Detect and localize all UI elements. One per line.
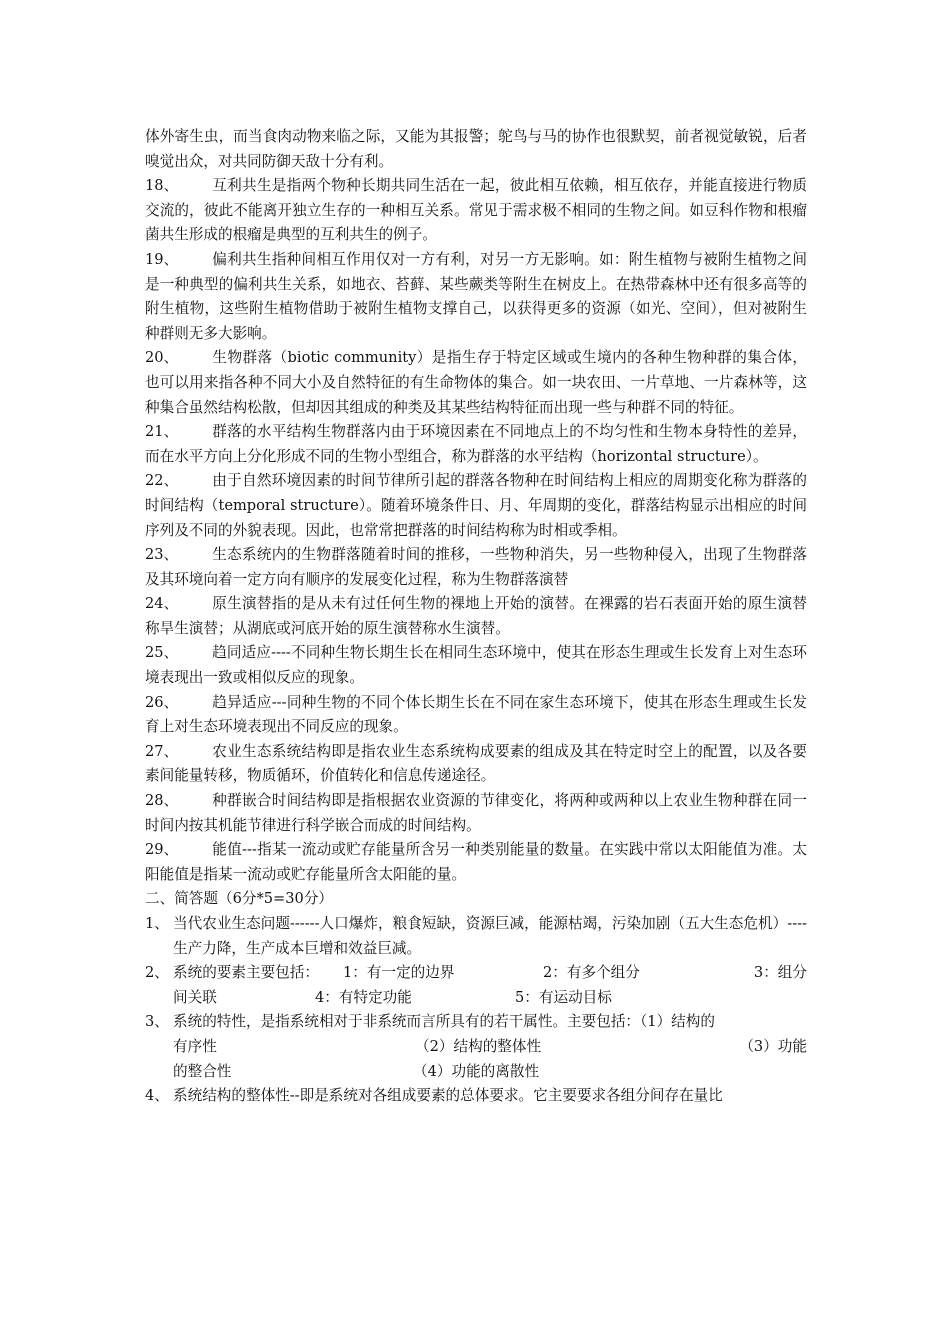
property-order: 有序性 <box>173 1037 217 1055</box>
item-number: 4、 <box>145 1087 169 1105</box>
definition-number: 21、 <box>145 423 179 441</box>
item-number: 1、 <box>145 915 169 932</box>
element-relation-cont: 间关联 <box>173 988 217 1006</box>
definition-text: 由于自然环境因素的时间节律所引起的群落各物种在时间结构上相应的周期变化称为群落的时间结构（temporal structure）。随着环境条件日、月、年周期的变化，群落结构显示出相应的时间序列及不同的外貌表现。因此，也常常把群落的时间结构称为时相或季相。 <box>145 472 807 539</box>
definition-number: 29、 <box>145 841 179 859</box>
definition-text: 趋异适应---同种生物的不同个体长期生长在不同在家生态环境下，使其在形态生理或生长发育上对生态环境表现出不同反应的现象。 <box>145 693 807 736</box>
definition-text: 偏利共生指种间相互作用仅对一方有利，对另一方无影响。如：附生植物与被附生植物之间是一种典型的偏利共生关系，如地衣、苔藓、某些蕨类等附生在树皮上。在热带森林中还有很多高等的附生植物，这些附生植物借助于被附生植物支撑自己，以获得更多的资源（如光、空间），但对被附生种群则无多大影响。 <box>145 250 807 342</box>
definition-number: 24、 <box>145 595 179 613</box>
definition-text: 原生演替指的是从未有过任何生物的裸地上开始的演替。在裸露的岩石表面开始的原生演替称旱生演替；从湖底或河底开始的原生演替称水生演替。 <box>145 595 807 637</box>
definition-text: 农业生态系统结构即是指农业生态系统构成要素的组成及其在特定时空上的配置，以及各要素间能量转移，物质循环，价值转化和信息传递途径。 <box>145 742 807 785</box>
definition-paragraph <box>145 789 807 838</box>
property-integration: 的整合性 <box>173 1062 232 1080</box>
definition-number: 20、 <box>145 349 179 367</box>
element-components: 2：有多个组分 <box>543 964 640 982</box>
element-goal: 5：有运动目标 <box>515 988 612 1006</box>
answer-item <box>145 912 807 961</box>
property-function: （3）功能 <box>739 1037 807 1055</box>
definition-paragraph <box>145 838 807 887</box>
definition-paragraph <box>145 469 807 543</box>
definition-number: 26、 <box>145 693 179 711</box>
property-discreteness: （4）功能的离散性 <box>413 1062 540 1080</box>
definition-text: 群落的水平结构生物群落内由于环境因素在不同地点上的不均匀性和生物本身特性的差异，而在水平方向上分化形成不同的生物小型组合，称为群落的水平结构（horizontal structure）。 <box>145 423 807 465</box>
definition-number: 23、 <box>145 546 179 564</box>
item-number: 3、 <box>145 1013 169 1031</box>
item-number: 2、 <box>145 964 169 982</box>
element-boundary: 1：有一定的边界 <box>343 964 455 982</box>
definition-number: 22、 <box>145 472 179 490</box>
definition-text: 互利共生是指两个物种长期共同生活在一起，彼此相互依赖，相互依存，并能直接进行物质交流的，彼此不能离开独立生存的一种相互关系。常见于需求极不相同的生物之间。如豆科作物和根瘤菌共生形成的根瘤是典型的互利共生的例子。 <box>145 177 807 244</box>
definition-paragraph <box>145 740 807 789</box>
property-integrity: （2）结构的整体性 <box>415 1037 542 1055</box>
answer-item <box>145 1010 807 1084</box>
definition-paragraph <box>145 174 807 248</box>
definition-number: 28、 <box>145 792 179 810</box>
definition-paragraph <box>145 641 807 690</box>
definition-paragraph <box>145 248 807 346</box>
definition-text: 种群嵌合时间结构即是指根据农业资源的节律变化，将两种或两种以上农业生物种群在同一时间内按其机能节律进行科学嵌合而成的时间结构。 <box>145 792 807 834</box>
definition-text: 生物群落（biotic community）是指生存于特定区域或生境内的各种生物种群的集合体，也可以用来指各种不同大小及自然特征的有生命物体的集合。如一块农田、一片草地、一片森林等，这种集合虽然结构松散，但却因其组成的种类及其某些结构特征而出现一些与种群不同的特征。 <box>145 349 807 416</box>
definition-number: 25、 <box>145 644 179 662</box>
definition-paragraph <box>145 592 807 641</box>
definition-number: 18、 <box>145 177 179 195</box>
section-heading: 二、简答题（6分*5=30分） <box>145 890 334 908</box>
definition-text: 生态系统内的生物群落随着时间的推移，一些物种消失，另一些物种侵入，出现了生物群落及其环境向着一定方向有顺序的发展变化过程，称为生物群落演替 <box>145 546 807 588</box>
definition-paragraph <box>145 543 807 592</box>
definition-number: 27、 <box>145 742 179 760</box>
definition-list <box>145 174 807 887</box>
answer-item <box>145 961 807 1010</box>
definition-number: 19、 <box>145 250 179 268</box>
item-text: 当代农业生态问题------人口爆炸，粮食短缺，资源巨减，能源枯竭，污染加剧（五大生态危机）----生产力降，生产成本巨增和效益巨减。 <box>173 915 807 957</box>
item-intro: 系统的要素主要包括： <box>173 964 319 982</box>
item-text <box>173 1010 807 1084</box>
element-relation: 3：组分 <box>753 964 807 982</box>
item-intro: 系统的特性，是指系统相对于非系统而言所具有的若干属性。主要包括：（1）结构的 <box>173 1013 715 1031</box>
definition-text: 趋同适应----不同种生物长期生长在相同生态环境中，使其在形态生理或生长发育上对生态环境表现出一致或相似反应的现象。 <box>145 644 807 687</box>
definition-text: 能值---指某一流动或贮存能量所含另一种类别能量的数量。在实践中常以太阳能值为准。太阳能值是指某一流动或贮存能量所含太阳能的量。 <box>145 841 807 883</box>
definition-paragraph <box>145 420 807 469</box>
intro-paragraph: 体外寄生虫，而当食肉动物来临之际，又能为其报警；鸵鸟与马的协作也很默契，前者视觉敏锐，后者嗅觉出众，对共同防御天敌十分有利。 <box>145 128 807 170</box>
answer-item <box>145 1084 807 1109</box>
definition-paragraph <box>145 691 807 740</box>
definition-paragraph <box>145 346 807 420</box>
element-function: 4：有特定功能 <box>315 988 412 1006</box>
item-text: 系统结构的整体性--即是系统对各组成要素的总体要求。它主要要求各组分间存在量比 <box>173 1087 723 1105</box>
item-text <box>173 961 807 1010</box>
document-body <box>145 125 807 1109</box>
